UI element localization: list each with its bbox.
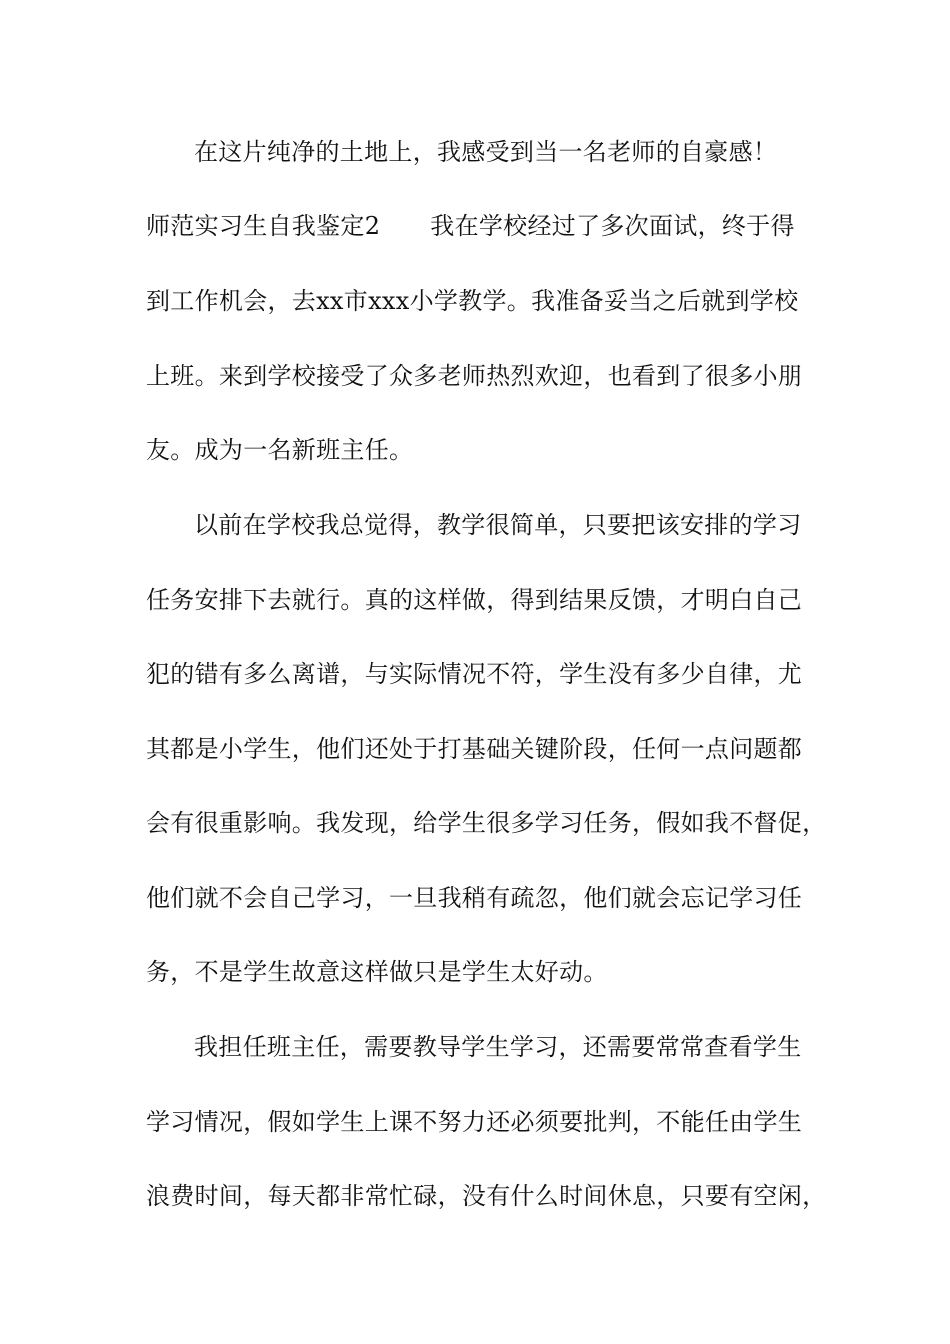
paragraph-line: 到工作机会，去xx市xxx小学教学。我准备妥当之后就到学校	[146, 287, 799, 315]
paragraph-line	[146, 211, 826, 241]
paragraph-line: 上班。来到学校接受了众多老师热烈欢迎，也看到了很多小朋	[146, 362, 803, 390]
section-heading: 师范实习生自我鉴定2	[146, 212, 381, 240]
paragraph-line-text: 我在学校经过了多次面试，终于得	[430, 212, 795, 240]
paragraph-line: 会有很重影响。我发现，给学生很多学习任务，假如我不督促，	[146, 809, 827, 837]
paragraph-line: 他们就不会自己学习，一旦我稍有疏忽，他们就会忘记学习任	[146, 884, 803, 912]
paragraph-line: 在这片纯净的土地上，我感受到当一名老师的自豪感！	[194, 138, 778, 166]
paragraph-line: 以前在学校我总觉得，教学很简单，只要把该安排的学习	[194, 511, 802, 539]
paragraph-line: 浪费时间，每天都非常忙碌，没有什么时间休息，只要有空闲，	[146, 1182, 827, 1210]
paragraph-line: 友。成为一名新班主任。	[146, 436, 414, 464]
paragraph-line: 任务安排下去就行。真的这样做，得到结果反馈，才明白自己	[146, 586, 803, 614]
paragraph-line: 学习情况，假如学生上课不努力还必须要批判，不能任由学生	[146, 1108, 803, 1136]
paragraph-line: 我担任班主任，需要教导学生学习，还需要常常查看学生	[194, 1033, 802, 1061]
paragraph-line: 其都是小学生，他们还处于打基础关键阶段，任何一点问题都	[146, 735, 803, 763]
paragraph-line: 犯的错有多么离谱，与实际情况不符，学生没有多少自律，尤	[146, 660, 803, 688]
paragraph-line: 务，不是学生故意这样做只是学生太好动。	[146, 958, 608, 986]
